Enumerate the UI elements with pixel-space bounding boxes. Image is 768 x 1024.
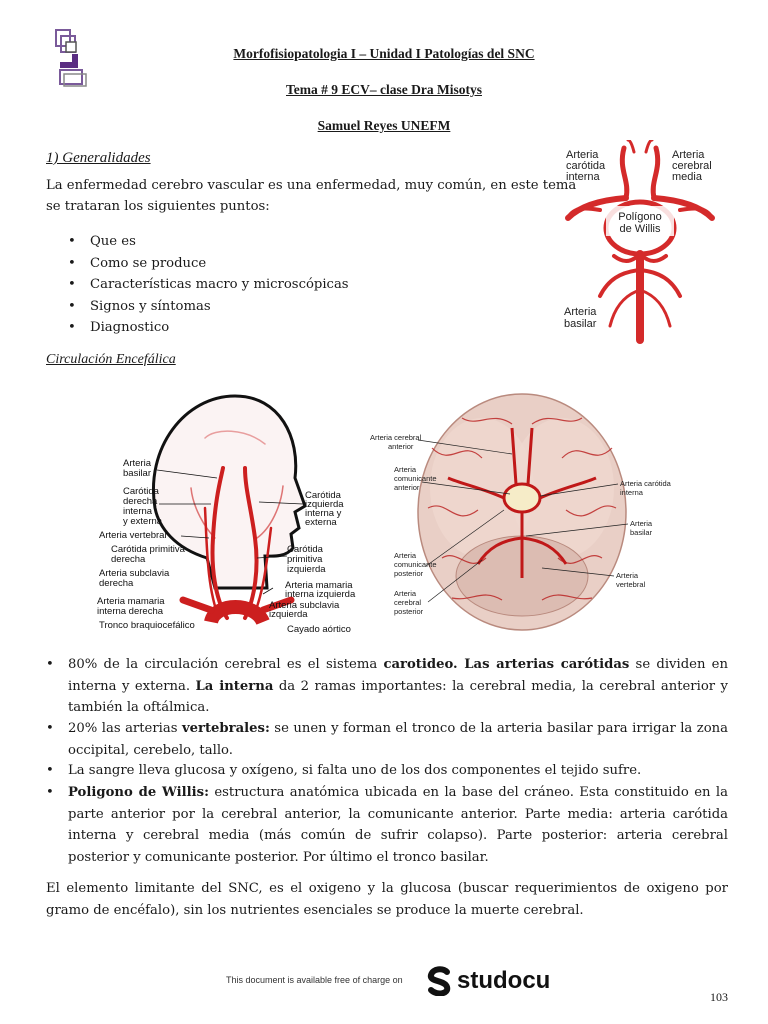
svg-text:Arteria mamariainterna derecha: Arteria mamaria interna derecha [97,596,165,617]
svg-text:Arteria subclaviaizquierda: Arteria subclavia izquierda [269,600,340,620]
brain-base-arteries-figure [362,388,692,638]
svg-text:Tronco braquiocefálico: Tronco braquiocefálico [99,620,195,631]
svg-text:Arteria cerebralanterior: Arteria cerebral anterior [370,433,422,451]
studocu-brand[interactable]: studocu [425,966,550,996]
list-item: • Signos y síntomas [46,296,349,318]
svg-text:Carótidaizquierdainterna yexte: Carótida izquierda interna y externa [305,490,344,528]
list-item: • Poligono de Willis: estructura anatómica ubicada en la base del cráneo. Esta constituido en la parte anterior por la cerebral anterior, la comunicante anterior. Parte media: arteria carótida interna y cerebral media (más común de sufrir colapso). Parte posterior: arteria cerebral posterior y comunicante posterior. Por último el tronco basilar. [68,782,728,868]
svg-text:Carótida primitivaderecha: Carótida primitiva derecha [111,544,185,565]
list-item: • Diagnostico [46,317,349,339]
topics-list [46,231,349,339]
bullet-icon: • [46,763,54,778]
willis-label-carotid: Arteria [566,149,599,161]
svg-text:Arteriacomunicanteposterior: Arteria comunicante posterior [394,551,437,578]
willis-label-cerebral: Arteria [672,149,705,161]
svg-text:Arteriabasilar: Arteria basilar [630,519,653,537]
willis-label-basilar: Arteria [564,306,597,318]
list-item: • La sangre lleva glucosa y oxígeno, si falta uno de los dos componentes el tejido sufre. [68,760,728,782]
studocu-logo-icon [425,966,455,996]
header-subject: Morfofisiopatologia I – Unidad I Patologías del SNC [233,46,535,61]
intro-line-2: se trataran los siguientes puntos: [46,199,270,214]
bullet-icon: • [46,785,54,800]
list-item: • Como se produce [46,253,349,275]
section-title-generalidades: 1) Generalidades [46,150,151,166]
svg-text:Arteria carótidainterna: Arteria carótida interna [620,479,671,497]
bullet-icon: • [46,657,54,672]
list-item: • 80% de la circulación cerebral es el sistema carotideo. Las arterias carótidas se dividen en interna y externa. La interna da 2 ramas importantes: la cerebral media, la cerebral anterior y también la oftálmica. [68,654,728,719]
bullet-icon: • [46,721,54,736]
svg-text:Carótidaderechainternay extern: Carótida derecha interna y externa [123,486,163,527]
header-topic: Tema # 9 ECV– clase Dra Misotys [286,82,482,97]
svg-text:Arteriacarótidainterna: Arteria carótida interna [566,149,606,183]
svg-text:Arteriavertebral: Arteria vertebral [616,571,646,589]
svg-text:Arteriacomunicanteanterior: Arteria comunicante anterior [394,465,437,492]
footer-note: This document is available free of charge on [226,975,403,985]
list-item: • Características macro y microscópicas [46,274,349,296]
willis-polygon-figure [560,140,720,350]
list-item: • Que es [46,231,349,253]
svg-text:Arteriacerebralmedia: Arteria cerebral media [672,149,712,183]
svg-text:Arteriabasilar: Arteria basilar [123,458,151,479]
svg-text:Polígonode Willis: Polígono de Willis [618,211,662,235]
head-neck-arteries-figure [95,388,365,638]
svg-text:Carótidaprimitivaizquierda: Carótida primitiva izquierda [287,544,326,575]
svg-text:Arteria mamariainterna izquier: Arteria mamaria interna izquierda [285,580,356,600]
svg-text:Cayado aórtico: Cayado aórtico [287,624,351,635]
svg-text:Arteria subclaviaderecha: Arteria subclavia derecha [99,568,170,589]
page-number: 103 [710,990,728,1004]
section-title-circulacion: Circulación Encefálica [46,352,176,367]
svg-text:Arteriacerebralposterior: Arteria cerebral posterior [394,589,424,616]
intro-line-1: La enfermedad cerebro vascular es una enfermedad, muy común, en este tema [46,178,577,193]
list-item: • 20% las arterias vertebrales: se unen y forman el tronco de la arteria basilar para irrigar la zona occipital, cerebelo, tallo. [68,718,728,761]
closing-paragraph: El elemento limitante del SNC, es el oxigeno y la glucosa (buscar requerimientos de oxigeno por gramo de encéfalo), sin los nutrientes esenciales se produce la muerte cerebral. [46,881,728,918]
header-author: Samuel Reyes UNEFM [317,118,451,133]
svg-text:Arteriabasilar: Arteria basilar [564,306,597,330]
willis-label-polygon: Polígono [618,211,662,223]
svg-text:Arteria vertebral: Arteria vertebral [99,530,167,541]
